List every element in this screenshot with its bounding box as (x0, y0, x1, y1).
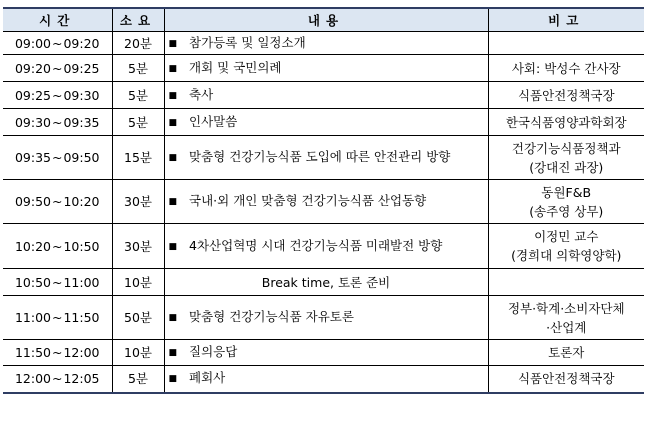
end-time: 09:30 (63, 87, 100, 103)
tilde-separator: ~ (52, 35, 63, 51)
bullet-icon: ■ (168, 374, 178, 385)
end-time: 10:20 (63, 194, 100, 209)
duration-cell: 30분 (112, 224, 164, 269)
time-cell (3, 224, 112, 269)
content-cell (164, 366, 488, 393)
table-row (3, 296, 644, 340)
time-cell (3, 340, 112, 366)
duration-cell: 10분 (112, 340, 164, 366)
tilde-separator: ~ (52, 238, 63, 254)
content-text: 폐회사 (189, 370, 226, 386)
bullet-icon: ■ (168, 117, 178, 128)
bullet-icon: ■ (168, 38, 178, 49)
tilde-separator: ~ (52, 371, 63, 387)
end-time: 09:50 (63, 150, 100, 165)
note-line: 식품안전정책국장 (517, 87, 615, 103)
header-time: 시간 (3, 8, 112, 32)
note-line: (강대진 과장) (529, 159, 604, 175)
tilde-separator: ~ (52, 345, 63, 360)
start-time: 09:35 (14, 150, 51, 165)
note-cell (488, 82, 644, 109)
content-cell (164, 136, 488, 180)
note-line: 한국식품영양과학회장 (505, 114, 627, 130)
tilde-separator: ~ (52, 60, 63, 76)
table-row (3, 32, 644, 55)
tilde-separator: ~ (52, 274, 63, 290)
tilde-separator: ~ (52, 150, 63, 165)
time-cell (3, 269, 112, 296)
note-line: (송주영 상무) (529, 203, 604, 219)
note-line: (경희대 의학영양학) (511, 248, 622, 263)
note-cell (488, 340, 644, 366)
table-row (3, 269, 644, 296)
schedule-body (3, 32, 644, 393)
start-time: 11:50 (14, 345, 51, 360)
bullet-icon: ■ (168, 348, 178, 358)
tilde-separator: ~ (52, 114, 63, 130)
header-duration: 소요 (112, 8, 164, 32)
bullet-icon: ■ (168, 241, 178, 252)
content-text: 맞춤형 건강기능식품 자유토론 (189, 309, 354, 324)
start-time: 09:00 (14, 35, 51, 51)
content-text: 4차산업혁명 시대 건강기능식품 미래발전 방향 (189, 237, 443, 253)
content-text: 개회 및 국민의례 (189, 59, 282, 75)
content-cell (164, 296, 488, 340)
tilde-separator: ~ (52, 310, 63, 325)
content-text: 참가등록 및 일정소개 (189, 34, 306, 50)
content-text: Break time, 토론 준비 (261, 274, 391, 290)
end-time: 11:50 (63, 310, 100, 325)
bullet-icon: ■ (168, 153, 178, 163)
note-line: 정부·학계·소비자단체 (507, 300, 625, 316)
content-cell (164, 82, 488, 109)
time-cell (3, 180, 112, 224)
start-time: 12:00 (14, 371, 51, 387)
content-cell (164, 32, 488, 55)
duration-cell: 20분 (112, 32, 164, 55)
time-cell (3, 109, 112, 136)
content-cell (164, 55, 488, 82)
end-time: 12:05 (63, 371, 100, 387)
table-row (3, 224, 644, 269)
content-cell (164, 224, 488, 269)
content-cell (164, 340, 488, 366)
content-cell (164, 180, 488, 224)
content-text: 축사 (189, 86, 214, 102)
header-row (3, 8, 644, 32)
header-note: 비고 (488, 8, 644, 32)
duration-cell: 5분 (112, 366, 164, 393)
duration-cell: 15분 (112, 136, 164, 180)
tilde-separator: ~ (52, 194, 63, 209)
end-time: 12:00 (63, 345, 100, 360)
note-cell (488, 32, 644, 55)
bullet-icon: ■ (168, 313, 178, 323)
start-time: 10:50 (14, 274, 51, 290)
note-cell (488, 55, 644, 82)
start-time: 11:00 (14, 310, 51, 325)
note-cell (488, 224, 644, 269)
time-cell (3, 366, 112, 393)
content-text: 맞춤형 건강기능식품 도입에 따른 안전관리 방향 (189, 149, 451, 164)
table-row (3, 180, 644, 224)
content-cell (164, 109, 488, 136)
time-cell (3, 55, 112, 82)
bullet-icon: ■ (168, 197, 178, 207)
duration-cell: 50분 (112, 296, 164, 340)
note-cell (488, 366, 644, 393)
note-line: 이정민 교수 (534, 229, 599, 244)
time-cell (3, 296, 112, 340)
time-cell (3, 136, 112, 180)
note-line: ·산업계 (546, 319, 587, 335)
table-row (3, 136, 644, 180)
bullet-icon: ■ (168, 63, 178, 74)
schedule-table (3, 7, 644, 394)
content-cell (164, 269, 488, 296)
duration-cell: 10분 (112, 269, 164, 296)
header-content: 내용 (164, 8, 488, 32)
end-time: 09:20 (63, 35, 100, 51)
note-cell (488, 136, 644, 180)
table-row (3, 340, 644, 366)
note-line: 건강기능식품정책과 (511, 140, 621, 156)
start-time: 09:30 (14, 114, 51, 130)
duration-cell: 30분 (112, 180, 164, 224)
note-line: 식품안전정책국장 (517, 371, 615, 387)
end-time: 10:50 (63, 238, 100, 254)
tilde-separator: ~ (52, 87, 63, 103)
time-cell (3, 82, 112, 109)
note-cell (488, 180, 644, 224)
content-text: 국내·외 개인 맞춤형 건강기능식품 산업동향 (189, 193, 427, 208)
start-time: 09:50 (14, 194, 51, 209)
duration-cell: 5분 (112, 82, 164, 109)
table-row (3, 55, 644, 82)
start-time: 09:20 (14, 60, 51, 76)
table-row (3, 109, 644, 136)
duration-cell: 5분 (112, 55, 164, 82)
duration-cell: 5분 (112, 109, 164, 136)
note-cell (488, 296, 644, 340)
content-text: 질의응답 (189, 344, 238, 359)
bullet-icon: ■ (168, 90, 178, 101)
table-row (3, 82, 644, 109)
start-time: 10:20 (14, 238, 51, 254)
note-line: 동원F&B (541, 184, 592, 200)
end-time: 09:35 (63, 114, 100, 130)
note-cell (488, 109, 644, 136)
note-line: 사회: 박성수 간사장 (511, 60, 621, 76)
content-text: 인사말씀 (189, 113, 238, 129)
note-cell (488, 269, 644, 296)
end-time: 09:25 (63, 60, 100, 76)
note-line: 토론자 (548, 345, 585, 360)
table-row (3, 366, 644, 393)
start-time: 09:25 (14, 87, 51, 103)
time-cell (3, 32, 112, 55)
end-time: 11:00 (63, 274, 100, 290)
